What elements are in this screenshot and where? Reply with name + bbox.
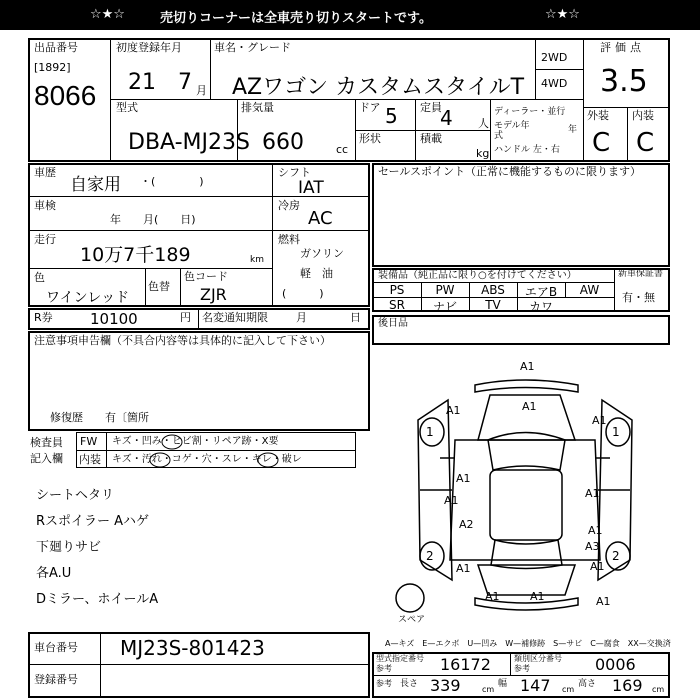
model-year-label: モデル年式 (494, 121, 530, 141)
mark-rear-left: A1 (485, 590, 500, 603)
equip-sr: SR (389, 298, 405, 312)
mark-right-fender: A1 (592, 414, 607, 427)
drive-2wd: 2WD (541, 51, 568, 64)
after-label: 後日品 (378, 318, 408, 329)
doors-value: 5 (385, 104, 398, 128)
reg-year: 21 (128, 70, 156, 95)
lot-sub: [1892] (34, 61, 71, 74)
width-value: 147 (520, 676, 551, 695)
mark-right-rear-door: A1 (588, 524, 603, 537)
equip-pw: PW (435, 283, 455, 297)
banner-stars-right: ☆★☆ (545, 7, 580, 22)
tire-front-right: 1 (612, 425, 620, 439)
lot-label: 出品番号 (34, 41, 78, 54)
mark-right-door: A1 (585, 487, 600, 500)
banner-stars-left: ☆★☆ (90, 7, 125, 22)
history-label: 車歴 (34, 166, 56, 179)
equipment-label: 装備品（純正品に限り○を付けてください） (378, 270, 577, 281)
displacement-unit: cc (336, 143, 349, 156)
note-line-2: Rスポイラー Aハゲ (36, 514, 150, 529)
color-label: 色 (34, 271, 45, 284)
height-label: 高さ (578, 679, 597, 689)
mark-right-rear: A1 (590, 560, 605, 573)
repair-label: 修復歴 有〔箇所 (50, 411, 149, 424)
class-label: 類別区分番号 (514, 654, 562, 663)
history-paren: ・( ) (140, 175, 204, 188)
capacity-unit: 人 (478, 117, 489, 130)
doors-label: ドア (359, 101, 381, 114)
width-unit: cm (562, 685, 575, 694)
color-code-value: ZJR (200, 285, 227, 304)
fuel-value2: 軽 油 (300, 267, 333, 280)
model-label: 型式 (116, 101, 138, 114)
new-warranty-label: 新車保証書 (618, 269, 664, 279)
exterior-label: 外装 (587, 109, 609, 122)
inspection-value: 年 月( 日) (110, 213, 196, 226)
tire-front-left: 1 (426, 425, 434, 439)
new-warranty-value: 有・無 (622, 291, 655, 304)
reg-month-suffix: 月 (196, 84, 207, 97)
plate-label: 登録番号 (34, 673, 78, 686)
mark-left-door: A1 (456, 472, 471, 485)
sales-point-label: セールスポイント（正常に機能するものに限ります） (378, 165, 642, 178)
capacity-value: 4 (440, 106, 453, 130)
fuel-value1: ガソリン (300, 247, 344, 260)
name-label: 車名・グレード (214, 41, 291, 54)
shift-value: IAT (298, 178, 324, 198)
mark-rear-gate: A1 (530, 590, 545, 603)
interior-label: 内装 (632, 109, 654, 122)
color-value: ワインレッド (46, 290, 130, 306)
load-label: 積載 (420, 132, 442, 145)
warranty-label: 名変通知期限 (202, 311, 268, 324)
fw-items: キズ・凹み・ヒビ割・リペア跡・X要 (112, 436, 279, 447)
mark-left-rear-door: A2 (459, 518, 474, 531)
equip-tv: TV (485, 298, 501, 312)
tire-rear-left: 2 (426, 549, 434, 563)
type-value: 16172 (440, 655, 491, 674)
warranty-month: 月 (296, 311, 307, 324)
notes-label: 注意事項申告欄（不具合内容等は具体的に記入して下さい） (34, 334, 331, 347)
warranty-day: 日 (350, 311, 361, 324)
mark-rear-corner: A1 (596, 595, 611, 608)
drive-4wd: 4WD (541, 77, 568, 90)
mark-front-bumper: A1 (520, 360, 535, 373)
banner-text: 売切りコーナーは全車売り切りスタートです。 (160, 11, 432, 26)
recycle-value: 10100 (90, 310, 138, 328)
dealer-label: ディーラー・並行 (494, 107, 566, 117)
height-unit: cm (652, 685, 665, 694)
width-label: 幅 (498, 679, 508, 689)
ref-label-2: 参考 (514, 664, 530, 673)
history-value: 自家用 (70, 175, 121, 195)
equip-leather: カワ (528, 300, 553, 314)
fuel-paren: ( ) (282, 287, 324, 300)
type-label: 型式指定番号 (376, 654, 424, 663)
mark-left-fender: A1 (446, 404, 461, 417)
equip-airbag: エアB (524, 285, 558, 299)
interior-value: C (636, 128, 655, 158)
reg-month: 7 (178, 70, 192, 95)
ref-label-1: 参考 (376, 664, 392, 673)
rating-label: 評価点 (600, 41, 645, 54)
mark-hood: A1 (522, 400, 537, 413)
equip-navi: ナビ (432, 300, 457, 314)
ac-value: AC (308, 208, 333, 229)
inspection-label: 車検 (34, 199, 56, 212)
load-unit: kg (476, 147, 490, 160)
fw-label: FW (80, 435, 98, 448)
equip-ps: PS (389, 283, 405, 297)
length-label: 長さ (400, 679, 419, 689)
color-code-label: 色コード (184, 270, 228, 283)
handle-label: ハンドル 左・右 (494, 145, 560, 155)
shape-label: 形状 (359, 132, 381, 145)
capacity-label: 定員 (420, 101, 442, 114)
model-value: DBA-MJ23S (128, 130, 250, 155)
fuel-label: 燃料 (278, 233, 300, 246)
rating-value: 3.5 (600, 64, 648, 99)
color-change-label: 色替 (148, 280, 170, 293)
mark-left-rocker: A1 (444, 494, 459, 507)
mark-left-quarter: A1 (456, 562, 471, 575)
model-year-unit: 年 (568, 125, 578, 135)
displacement-value: 660 (262, 130, 304, 155)
length-ref: 参考 (376, 679, 392, 688)
damage-legend: A—キズ E—エクボ U—凹み W—補修跡 S—サビ C—腐食 XX—交換済 (385, 639, 671, 648)
length-value: 339 (430, 676, 461, 695)
exterior-value: C (592, 128, 611, 158)
mileage-unit: km (250, 255, 264, 265)
equip-aw: AW (579, 283, 600, 297)
note-line-3: 下廻りサビ (36, 540, 102, 555)
mileage-label: 走行 (34, 233, 56, 246)
equip-abs: ABS (481, 283, 505, 297)
ac-label: 冷房 (278, 199, 300, 212)
entry-label: 記入欄 (30, 452, 63, 465)
class-value: 0006 (595, 655, 636, 674)
recycle-label: R券 (34, 311, 53, 324)
name-value: AZワゴン カスタムスタイルT (232, 75, 525, 100)
inspector-label: 検査員 (30, 436, 63, 449)
note-line-4: 各A.U (36, 566, 72, 581)
note-line-5: Dミラー、ホイールA (36, 592, 159, 607)
interior-check-label: 内装 (79, 453, 101, 466)
tire-rear-right: 2 (612, 549, 620, 563)
mileage-value: 10万7千189 (80, 244, 191, 266)
chassis-value: MJ23S-801423 (120, 636, 265, 660)
length-unit: cm (482, 685, 495, 694)
shift-label: シフト (278, 166, 311, 179)
note-line-1: シートヘタリ (36, 488, 115, 503)
spare-label: スペア (398, 615, 426, 625)
displacement-label: 排気量 (241, 101, 274, 114)
mark-right-quarter: A3 (585, 540, 600, 553)
recycle-unit: 円 (180, 311, 191, 324)
reg-label: 初度登録年月 (116, 41, 182, 54)
interior-items: キズ・汚れ・コゲ・穴・スレ・キレ・破レ (112, 454, 302, 465)
chassis-label: 車台番号 (34, 641, 78, 654)
height-value: 169 (612, 676, 643, 695)
lot-number: 8066 (34, 80, 97, 111)
